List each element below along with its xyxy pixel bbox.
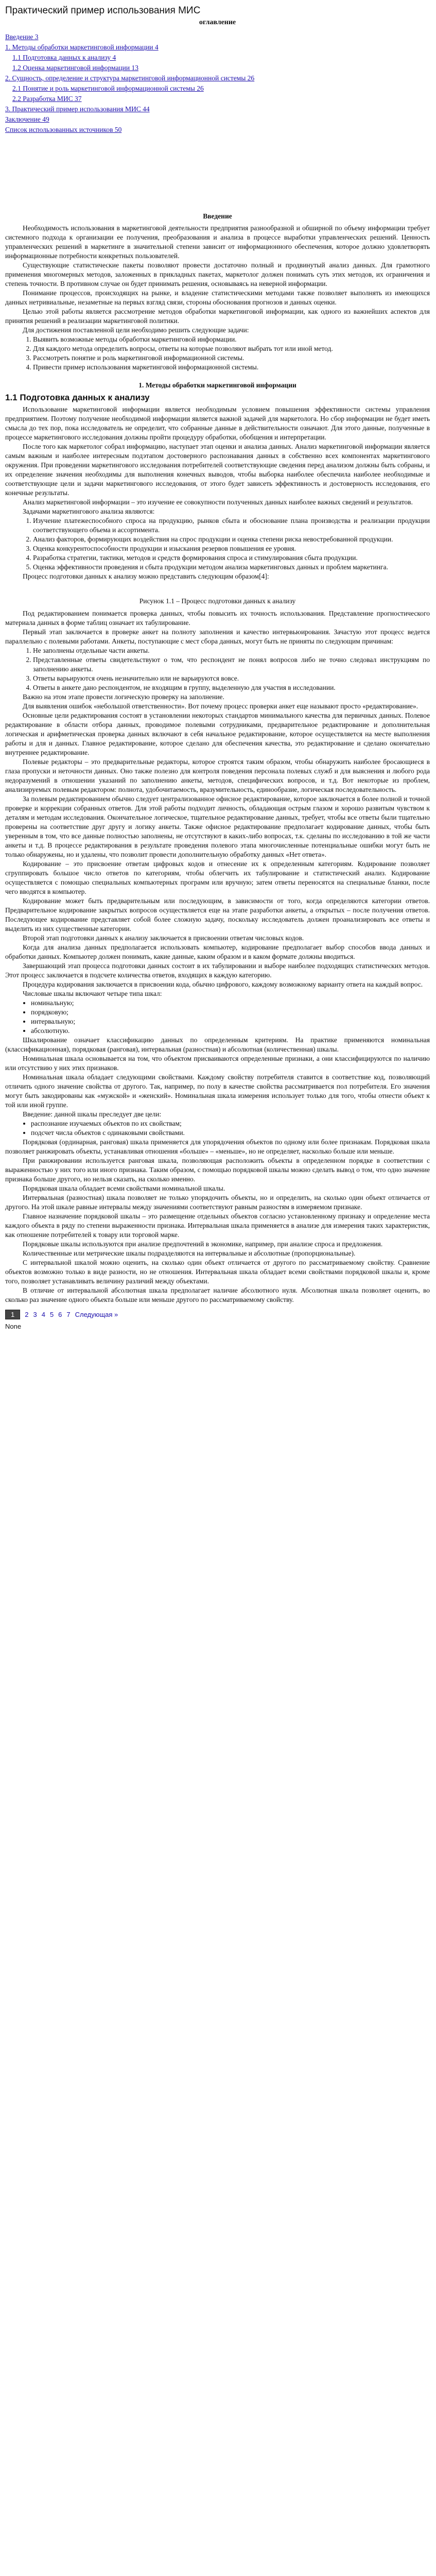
section-heading: 1. Методы обработки маркетинговой информации <box>138 381 297 389</box>
paragraph: Понимание процессов, происходящих на рынке, и владение статистическими методами также позволяет выполнять из имеющихся данных нетривиальные, незаметные на первых взгляд связи, стороны обоснования прогнозов и данных оценки. <box>5 289 430 306</box>
paragraph: После того как маркетолог собрал информацию, наступает этап оценки и анализа данных. Анализ маркетинговой информации является самым важным и наиболее интересным подэтапом достоверного распознавания данных в собственно всех компонентах маркетингового окружения. При проведении маркетингового исследования потребителей соответствующие сведения перед анализом должны быть собраны, и их определение значения необходимы для выполнения конечных выводов, чтобы выборка наиболее обеспечила наиболее необходимые и соответствующие цели и задачи маркетингового исследования, от этого будет зависеть эффективность и достоверность исследования, его конечные результаты. <box>5 443 430 497</box>
paragraph: Кодирование может быть предварительным или последующим, в зависимости от того, когда определяются категории ответов. Предварительное кодирование закрытых вопросов осуществляется еще на этапе разработки анкеты, а открытых – после получения ответов. Последующее кодирование представляет собой более сложную задачу, поскольку исследователь должен проанализировать все ответы и выделить из них существенные категории. <box>5 897 430 933</box>
table-of-contents <box>5 32 430 135</box>
paragraph: Номинальная шкала обладает следующими свойствами. Каждому свойству потребителя ставится в соответствие код, позволяющий отличить одного значение свойства от другого. Так, например, по полу в качестве свойства рассматривается пол потребителя. Его значения могут быть закодированы как «мужской» и «женский». Номинальная шкала измерения использует только для того, чтобы отнести объект к той или иной группе. <box>5 1073 430 1109</box>
paragraph: Порядковая шкала обладает всеми свойствами номинальной шкалы. <box>23 1184 225 1192</box>
page-link[interactable]: 5 <box>49 1311 54 1318</box>
page-link[interactable]: 4 <box>41 1311 45 1318</box>
list-item: • номинальную; <box>31 998 430 1008</box>
paragraph: Анализ маркетинговой информации – это изучение ее совокупности полученных данных наиболее важных сведений и результатов. <box>23 498 413 506</box>
current-page: 1 <box>5 1310 20 1319</box>
paragraph: Шкалирование означает классификацию данных по определенным критериям. На практике применяются номинальная (классификационная), порядковая (ранговая), интервальная (разностная) и абсолютная (количественная) шкалы. <box>5 1036 430 1053</box>
paragraph: Второй этап подготовки данных к анализу заключается в присвоении ответам числовых кодов. <box>23 934 304 942</box>
paragraph: Полевые редакторы – это предварительные редакторы, которое строятся таким образом, чтобы обнаружить наиболее бросающиеся в глаза пропуски и неточности данных. Оно также полезно для контроля поведения персонала полевых служб и для выяснения и любого рода недоразумений в отношении указаний по заполнению анкеты, методов, специфических вопросов, и т.д. Вот некоторые из проблем, анализируемых полевым редактором: полнота, удобочитаемость, вразумительность, единообразие, логическая последовательность. <box>5 758 430 793</box>
paragraph: Процесс подготовки данных к анализу можно представить следующим образом[4]: <box>23 572 269 580</box>
paragraph: Порядковые шкалы используются при анализе предпочтений в экономике, например, при анализе спроса и предложения. <box>23 1240 383 1248</box>
paragraph: С интервальной шкалой можно оценить, на сколько один объект отличается от другого по рассматриваемому свойству. Сравнение объектов возможно только в виде разности, но не отношения. Интервальная шкала обладает всеми свойствами порядковой шкалы и, кроме того, позволяет устанавливать величину различий между объектами. <box>5 1259 430 1285</box>
list-item: • порядковую; <box>31 1008 430 1017</box>
list-item: 1. Изучение платежеспособного спроса на продукцию, рынков сбыта и обоснование плана производства и реализации продукции соответствующего объема и ассортимента. <box>33 516 430 535</box>
list-item: 4. Ответы в анкете дано респондентом, не входящим в группу, выделенную для участия в исследовании. <box>33 683 430 692</box>
paragraph: Использование маркетинговой информации является необходимым условием повышения эффективности системы управления предприятием. Поэтому получение необходимой информации является важной задачей для маркетолога. Но сбор информации не будет иметь смысла до тех пор, пока исследователь не определит, что собранные данные в действительности означают. Для этого данные, полученные в процессе маркетингового исследования должны пройти процедуру обработки, обобщения и интерпретации. <box>5 405 430 441</box>
figure-area <box>5 581 430 597</box>
paragraph: Целью этой работы является рассмотрение методов обработки маркетинговой информации, как одного из важнейших аспектов для принятия решений в реализации маркетинговой политики. <box>5 308 430 325</box>
spacer <box>5 135 430 212</box>
paragraph: Существующие статистические пакеты позволяют провести достаточно полный и продвинутый анализ данных. Для грамотного применения многомерных методов, заложенных в прикладных пакетах, маркетолог должен понимать суть этих методов, их ограничения и степень точности. В противном случае он будет принимать решения, основываясь на неверной информации. <box>5 261 430 287</box>
paragraph: Важно на этом этапе провести логическую проверку на заполнение. <box>23 693 224 701</box>
pagination <box>5 1310 430 1319</box>
paragraph: Задачами маркетингового анализа являются: <box>23 507 155 515</box>
nominal-goals-list <box>5 1119 430 1138</box>
page-link[interactable]: 3 <box>33 1311 37 1318</box>
paragraph: При ранжировании используется ранговая шкала, позволяющая расположить объекты в определенном порядке в соответствии с выраженностью у них того или иного признака. Таким образом, с помощью порядковой шкалы можно сделать вывод о том, что одно значение признака больше другого, но нельзя сказать, на сколько именно. <box>5 1157 430 1183</box>
paragraph: Кодирование – это присвоение ответам цифровых кодов и отнесение их к определенным категориям. Кодирование позволяет сгруппировать большое число ответов по категориям, чтобы облегчить их табулирование и статистический анализ. Кодирование осуществляется с помощью специальных компьютерных программ или вручную; затем ответы переносятся на специальные бланки, после чего вводятся в компьютер. <box>5 860 430 895</box>
toc-link[interactable]: 3. Практический пример использования МИС 44 <box>5 105 150 113</box>
list-item: 1. Не заполнены отдельные части анкеты. <box>33 646 430 655</box>
paragraph: Порядковая (ординарная, ранговая) шкала применяется для упорядочения объектов по одному или более признакам. Порядковая шкала позволяет ранжировать объекты, устанавливая отношения «больше» – «меньше», но не определяет, насколько больше или меньше. <box>5 1138 430 1155</box>
paragraph: Интервальная (разностная) шкала позволяет не только упорядочить объекты, но и определить, на сколько один объект отличается от другого. На этой шкале равные интервалы между значениями соответствуют равным разностям в измеряемом признаке. <box>5 1194 430 1211</box>
page-link[interactable]: 6 <box>58 1311 62 1318</box>
list-item: 5. Оценка эффективности проведения и сбыта продукции методом анализа маркетинговых данных и проблем маркетинга. <box>33 563 430 572</box>
task-list <box>5 335 430 372</box>
list-item: 3. Ответы варьируются очень незначительно или не варьируются вовсе. <box>33 674 430 683</box>
paragraph: Процедура кодирования заключается в присвоении кода, обычно цифрового, каждому возможному варианту ответа на каждый вопрос. <box>23 980 423 988</box>
list-item: 2. Анализ факторов, формирующих воздействия на спрос продукции и оценка степени риска невостребованной продукции. <box>33 535 430 544</box>
subsection-heading: 1.1 Подготовка данных к анализу <box>5 393 150 402</box>
list-item: 3. Оценка конкурентоспособности продукции и изыскания резервов повышения ее уровня. <box>33 544 430 553</box>
next-page-link[interactable]: Следующая » <box>75 1311 118 1318</box>
list-item: 1. Выявить возможные методы обработки маркетинговой информации. <box>33 335 430 344</box>
reasons-list <box>5 646 430 692</box>
scales-list <box>5 998 430 1036</box>
paragraph: Для выявления ошибок «небольшой ответственности». Вот почему процесс проверки анкет еще называют просто «редактирование». <box>23 702 418 710</box>
figure-caption: Рисунок 1.1 – Процесс подготовки данных к анализу <box>139 597 296 605</box>
list-item: • распознание изучаемых объектов по их свойствам; <box>31 1119 430 1128</box>
list-item: 2. Представленные ответы свидетельствуют о том, что респондент не понял вопросов либо не точно следовал инструкциям по заполнению анкеты. <box>33 655 430 674</box>
toc-link[interactable]: Введение 3 <box>5 33 39 41</box>
intro-heading: Введение <box>203 212 232 220</box>
list-item: 3. Рассмотреть понятие и роль маркетинговой информационной системы. <box>33 353 430 363</box>
page-link[interactable]: 7 <box>66 1311 71 1318</box>
paragraph: Для достижения поставленной цели необходимо решить следующие задачи: <box>23 326 249 334</box>
list-item: • интервальную; <box>31 1017 430 1026</box>
paragraph: Когда для анализа данных предполагается использовать компьютер, кодирование предполагает выбор способов ввода данных и обработки данных. Компьютер должен понимать, какие данные, каким образом и в каком формате должны вводиться. <box>5 943 430 960</box>
list-item: 4. Разработка стратегии, тактики, методов и средств формирования спроса и стимулирования сбыта продукции. <box>33 553 430 563</box>
list-item: • абсолютную. <box>31 1026 430 1036</box>
toc-link[interactable]: Заключение 49 <box>5 115 49 123</box>
paragraph: Под редактированием понимается проверка данных, чтобы повысить их точность использования. Представление прогностического материала данных в форме таблиц означает их табулирование. <box>5 609 430 626</box>
footer-text: None <box>5 1323 22 1330</box>
toc-link[interactable]: 2. Сущность, определение и структура маркетинговой информационной системы 26 <box>5 74 255 82</box>
toc-link[interactable]: 1.1 Подготовка данных к анализу 4 <box>12 54 116 61</box>
paragraph: Завершающий этап процесса подготовки данных состоит в их табулировании и выборе наиболее подходящих статистических методов. Этот процесс заключается в подсчете количества ответов, входящих в каждую категорию. <box>5 962 430 979</box>
page-link[interactable]: 2 <box>25 1311 29 1318</box>
toc-link[interactable]: 1.2 Оценка маркетинговой информации 13 <box>12 64 138 72</box>
toc-heading: оглавление <box>199 19 236 26</box>
toc-link[interactable]: 2.1 Понятие и роль маркетинговой информационной системы 26 <box>12 84 204 92</box>
paragraph: Числовые шкалы включают четыре типа шкал: <box>23 990 162 997</box>
toc-link[interactable]: Список использованных источников 50 <box>5 126 122 133</box>
paragraph: В отличие от интервальной абсолютная шкала предполагает наличие абсолютного нуля. Абсолютная шкала позволяет оценить, во сколько раз значение одного объекта больше или меньше другого по рассматриваемому свойству. <box>5 1286 430 1303</box>
list-item: 4. Привести пример использования маркетинговой информационной системы. <box>33 363 430 372</box>
list-item: 2. Для каждого метода определить вопросы, ответы на которые позволяют выбрать тот или иной метод. <box>33 344 430 353</box>
page-title: Практический пример использования МИС <box>5 5 201 16</box>
paragraph: Первый этап заключается в проверке анкет на полноту заполнения и качество интервьюирования. Зачастую этот процесс ведется параллельно с полевыми работами. Анкеты, поступающие с мест сбора данных, могут быть не приняты по следующим причинам: <box>5 628 430 645</box>
paragraph: Количественные или метрические шкалы подразделяются на интервальные и абсолютные (пропорциональные). <box>23 1249 356 1257</box>
paragraph: Введение: данной шкалы преследует две цели: <box>23 1110 162 1118</box>
list-item: • подсчет числа объектов с одинаковыми свойствами. <box>31 1128 430 1138</box>
paragraph: Основные цели редактирования состоят в установлении некоторых стандартов минимального качества для первичных данных. Полевое редактирование в области отбора данных, проводимое полевыми сотрудниками, предварительное редактирование и дополнительная логическая и арифметическая проверка данных включают в себя начальное редактирование, которое осуществляется на месте выполнения работы и для и данных. Главное редактирование, которое сделано для обеспечения качества, это редактирование и сделано окончательно внутреннее редактирование. <box>5 711 430 756</box>
paragraph: Номинальная шкала основывается на том, что объектом присваиваются определенные признаки, а они классифицируются по наличию или отсутствию у них этих признаков. <box>5 1055 430 1072</box>
paragraph: За полевым редактированием обычно следует централизованное офисное редактирование, которое заключается в более полной и точной проверке и коррекции собранных ответов. Для этой работы подходит личность, обладающая острым глазом и хорошо развитым чувством к деталям и методам исследования. Окончательное логическое, тщательное редактирование данных, требует, чтобы все ответы были тщательно проверены на соответствие друг другу и логику анкеты. Также офисное редактирование предполагает кодирование данных, чтобы быть уверенным в том, что все данные полностью заполнены, не отсутствуют в каких-либо вопросах, т.к. сделаны по исследованию в той же части анкеты и т.д. В процессе редактирования в результате проведения полевого этапа многочисленные потенциальные ошибки могут быть не только обнаружены, но и удалены, что позволит провести дополнительную обработку данных «Нет ответа». <box>5 795 430 858</box>
goals-list <box>5 516 430 572</box>
paragraph: Главное назначение порядковой шкалы – это размещение отдельных объектов согласно установленному признаку и определение места каждого объекта в ряду по степени выраженности признака. Интервальная шкала применяется в анализе для измерения таких характеристик, как отношение потребителей к товару или торговой марке. <box>5 1212 430 1239</box>
toc-link[interactable]: 2.2 Разработка МИС 37 <box>12 95 82 103</box>
toc-link[interactable]: 1. Методы обработки маркетинговой информации 4 <box>5 43 159 51</box>
paragraph: Необходимость использования в маркетинговой деятельности предприятия разнообразной и обширной по объему информации требует системного подхода к организации ее получения, преобразования и анализа в процессе выработки управленческих решений. Ценность управленческих решений в маркетинге в значительной степени зависит от информационного обеспечения, которое должно удовлетворять информационные потребности конкретных пользователей. <box>5 224 430 260</box>
